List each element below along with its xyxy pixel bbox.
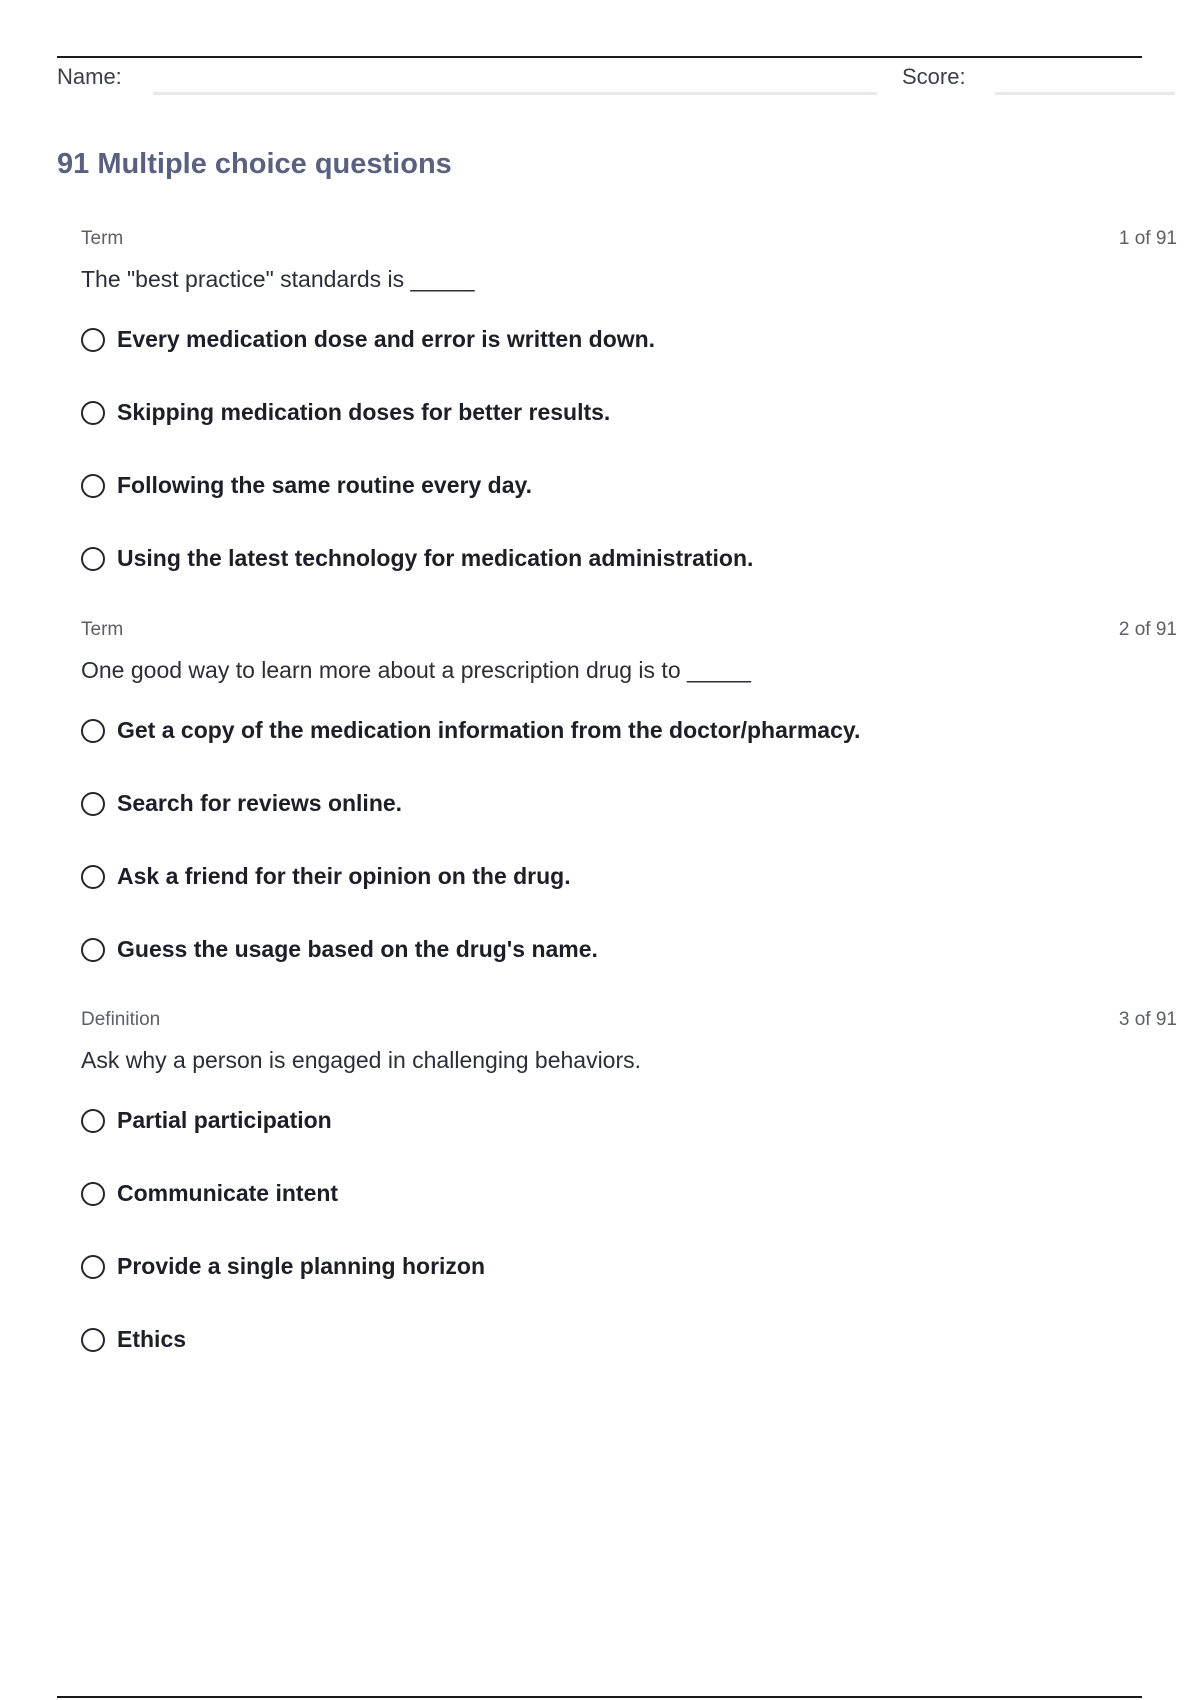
answer-option[interactable]: [81, 936, 860, 1009]
answer-option[interactable]: [81, 863, 860, 936]
answer-option-label: Guess the usage based on the drug's name.: [117, 936, 598, 962]
radio-button-icon[interactable]: [81, 1328, 105, 1352]
radio-button-icon[interactable]: [81, 1255, 105, 1279]
score-field[interactable]: [995, 92, 1175, 95]
answer-option[interactable]: [81, 1180, 485, 1253]
options-list: [81, 1107, 485, 1399]
question-kind: Term: [81, 619, 124, 640]
options-list: [81, 326, 753, 618]
answer-option-label: Get a copy of the medication information from the doctor/pharmacy.: [117, 717, 861, 743]
radio-button-icon[interactable]: [81, 865, 105, 889]
answer-option-label: Every medication dose and error is written down.: [117, 326, 656, 352]
answer-option[interactable]: [81, 1107, 485, 1180]
radio-button-icon[interactable]: [81, 401, 105, 425]
answer-option[interactable]: [81, 326, 753, 399]
header-row: [57, 62, 1177, 102]
question-prompt: Ask why a person is engaged in challenging behaviors.: [81, 1047, 642, 1073]
question-prompt: The "best practice" standards is _____: [81, 266, 475, 292]
top-rule: [57, 56, 1142, 58]
answer-option-label: Ask a friend for their opinion on the drug.: [117, 863, 571, 889]
answer-option-label: Provide a single planning horizon: [117, 1253, 486, 1279]
answer-option[interactable]: [81, 1326, 485, 1399]
radio-button-icon[interactable]: [81, 938, 105, 962]
answer-option[interactable]: [81, 1253, 485, 1326]
name-label: Name:: [57, 64, 122, 89]
answer-option-label: Skipping medication doses for better results.: [117, 399, 611, 425]
section-title: 91 Multiple choice questions: [57, 148, 452, 180]
answer-option[interactable]: [81, 717, 860, 790]
bottom-rule: [57, 1696, 1142, 1698]
question-counter: 3 of 91: [1118, 1009, 1177, 1030]
answer-option-label: Partial participation: [117, 1107, 332, 1133]
radio-button-icon[interactable]: [81, 474, 105, 498]
answer-option-label: Following the same routine every day.: [117, 472, 532, 498]
answer-option-label: Communicate intent: [117, 1180, 339, 1206]
question-kind: Term: [81, 228, 124, 249]
answer-option-label: Using the latest technology for medication administration.: [117, 545, 754, 571]
radio-button-icon[interactable]: [81, 328, 105, 352]
answer-option[interactable]: [81, 545, 753, 618]
answer-option-label: Search for reviews online.: [117, 790, 403, 816]
question-prompt: One good way to learn more about a prescription drug is to _____: [81, 657, 751, 683]
radio-button-icon[interactable]: [81, 792, 105, 816]
name-field[interactable]: [153, 92, 877, 95]
question-counter: 2 of 91: [1118, 619, 1177, 640]
answer-option[interactable]: [81, 790, 860, 863]
radio-button-icon[interactable]: [81, 1109, 105, 1133]
question-kind: Definition: [81, 1009, 161, 1030]
score-label: Score:: [902, 64, 966, 89]
options-list: [81, 717, 860, 1009]
answer-option[interactable]: [81, 399, 753, 472]
radio-button-icon[interactable]: [81, 719, 105, 743]
question-counter: 1 of 91: [1118, 228, 1177, 249]
answer-option[interactable]: [81, 472, 753, 545]
answer-option-label: Ethics: [117, 1326, 187, 1352]
radio-button-icon[interactable]: [81, 547, 105, 571]
radio-button-icon[interactable]: [81, 1182, 105, 1206]
